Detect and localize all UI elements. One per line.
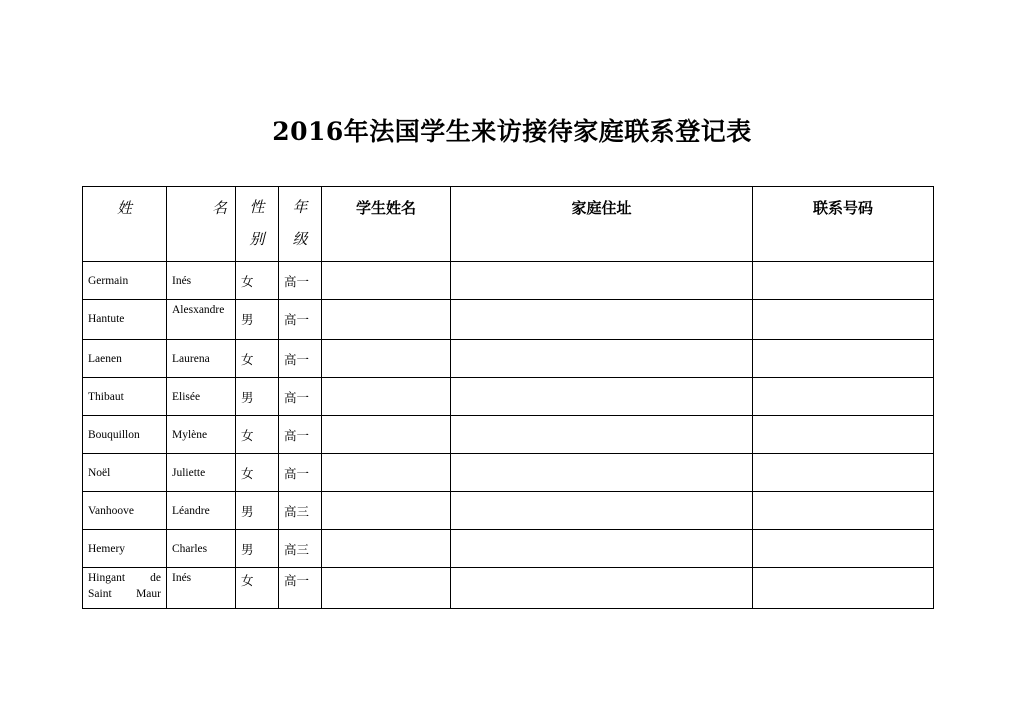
- cell-phone[interactable]: [753, 492, 934, 530]
- cell-given-name: Elisée: [167, 378, 236, 416]
- cell-grade: 高一: [279, 454, 322, 492]
- cell-home-address[interactable]: [451, 340, 753, 378]
- cell-student-name[interactable]: [322, 378, 451, 416]
- cell-student-name[interactable]: [322, 568, 451, 609]
- cell-given-name: Léandre: [167, 492, 236, 530]
- cell-surname: Hemery: [83, 530, 167, 568]
- cell-gender: 女: [236, 454, 279, 492]
- header-row: [83, 187, 934, 262]
- cell-phone[interactable]: [753, 300, 934, 340]
- cell-grade: 高一: [279, 262, 322, 300]
- cell-grade: 高三: [279, 492, 322, 530]
- cell-given-name: Juliette: [167, 454, 236, 492]
- cell-student-name[interactable]: [322, 492, 451, 530]
- cell-student-name[interactable]: [322, 454, 451, 492]
- cell-surname: Thibaut: [83, 378, 167, 416]
- cell-grade: 高一: [279, 300, 322, 340]
- header-gender-line1: 性: [249, 198, 265, 216]
- cell-given-name: Inés: [167, 568, 236, 609]
- cell-home-address[interactable]: [451, 378, 753, 416]
- cell-gender: 女: [236, 416, 279, 454]
- page-title: 2016年法国学生来访接待家庭联系登记表: [272, 117, 752, 146]
- cell-gender: 男: [236, 492, 279, 530]
- cell-surname: Vanhoove: [83, 492, 167, 530]
- cell-gender: 女: [236, 262, 279, 300]
- cell-surname: Noël: [83, 454, 167, 492]
- cell-grade: 高一: [279, 416, 322, 454]
- cell-home-address[interactable]: [451, 416, 753, 454]
- cell-surname: Laenen: [83, 340, 167, 378]
- header-phone: 联系号码: [753, 187, 934, 262]
- cell-grade: 高一: [279, 340, 322, 378]
- cell-given-name: Laurena: [167, 340, 236, 378]
- cell-phone[interactable]: [753, 568, 934, 609]
- cell-gender: 男: [236, 300, 279, 340]
- cell-gender: 女: [236, 340, 279, 378]
- cell-gender: 男: [236, 530, 279, 568]
- table-row: [83, 262, 934, 300]
- header-grade: [279, 187, 322, 262]
- table-row: [83, 492, 934, 530]
- cell-gender: 男: [236, 378, 279, 416]
- header-gender: [236, 187, 279, 262]
- cell-home-address[interactable]: [451, 454, 753, 492]
- cell-home-address[interactable]: [451, 262, 753, 300]
- cell-student-name[interactable]: [322, 262, 451, 300]
- cell-student-name[interactable]: [322, 530, 451, 568]
- cell-surname: Germain: [83, 262, 167, 300]
- cell-given-name: Alesxandre: [167, 300, 236, 340]
- cell-surname: Bouquillon: [83, 416, 167, 454]
- cell-grade: 高三: [279, 530, 322, 568]
- cell-phone[interactable]: [753, 262, 934, 300]
- cell-grade: 高一: [279, 378, 322, 416]
- cell-home-address[interactable]: [451, 568, 753, 609]
- cell-gender: 女: [236, 568, 279, 609]
- cell-given-name: Mylène: [167, 416, 236, 454]
- cell-phone[interactable]: [753, 416, 934, 454]
- header-gender-line2: 别: [249, 230, 265, 248]
- header-grade-line1: 年: [292, 198, 308, 216]
- cell-home-address[interactable]: [451, 530, 753, 568]
- cell-given-name: Inés: [167, 262, 236, 300]
- header-surname: 姓: [83, 187, 167, 262]
- registration-table: [82, 186, 934, 609]
- header-given-name: 名: [167, 187, 236, 262]
- cell-grade: 高一: [279, 568, 322, 609]
- header-home-address: 家庭住址: [451, 187, 753, 262]
- cell-phone[interactable]: [753, 378, 934, 416]
- cell-phone[interactable]: [753, 340, 934, 378]
- cell-phone[interactable]: [753, 454, 934, 492]
- cell-given-name: Charles: [167, 530, 236, 568]
- table-row: [83, 568, 934, 609]
- cell-phone[interactable]: [753, 530, 934, 568]
- cell-home-address[interactable]: [451, 492, 753, 530]
- cell-surname: Hingant de Saint Maur: [83, 568, 167, 609]
- header-grade-line2: 级: [292, 230, 308, 248]
- cell-surname: Hantute: [83, 300, 167, 340]
- header-student-name: 学生姓名: [322, 187, 451, 262]
- table-row: [83, 454, 934, 492]
- cell-student-name[interactable]: [322, 300, 451, 340]
- table-row: [83, 416, 934, 454]
- table-row: [83, 378, 934, 416]
- table-row: [83, 340, 934, 378]
- table-row: [83, 530, 934, 568]
- cell-student-name[interactable]: [322, 416, 451, 454]
- table-row: [83, 300, 934, 340]
- cell-home-address[interactable]: [451, 300, 753, 340]
- cell-student-name[interactable]: [322, 340, 451, 378]
